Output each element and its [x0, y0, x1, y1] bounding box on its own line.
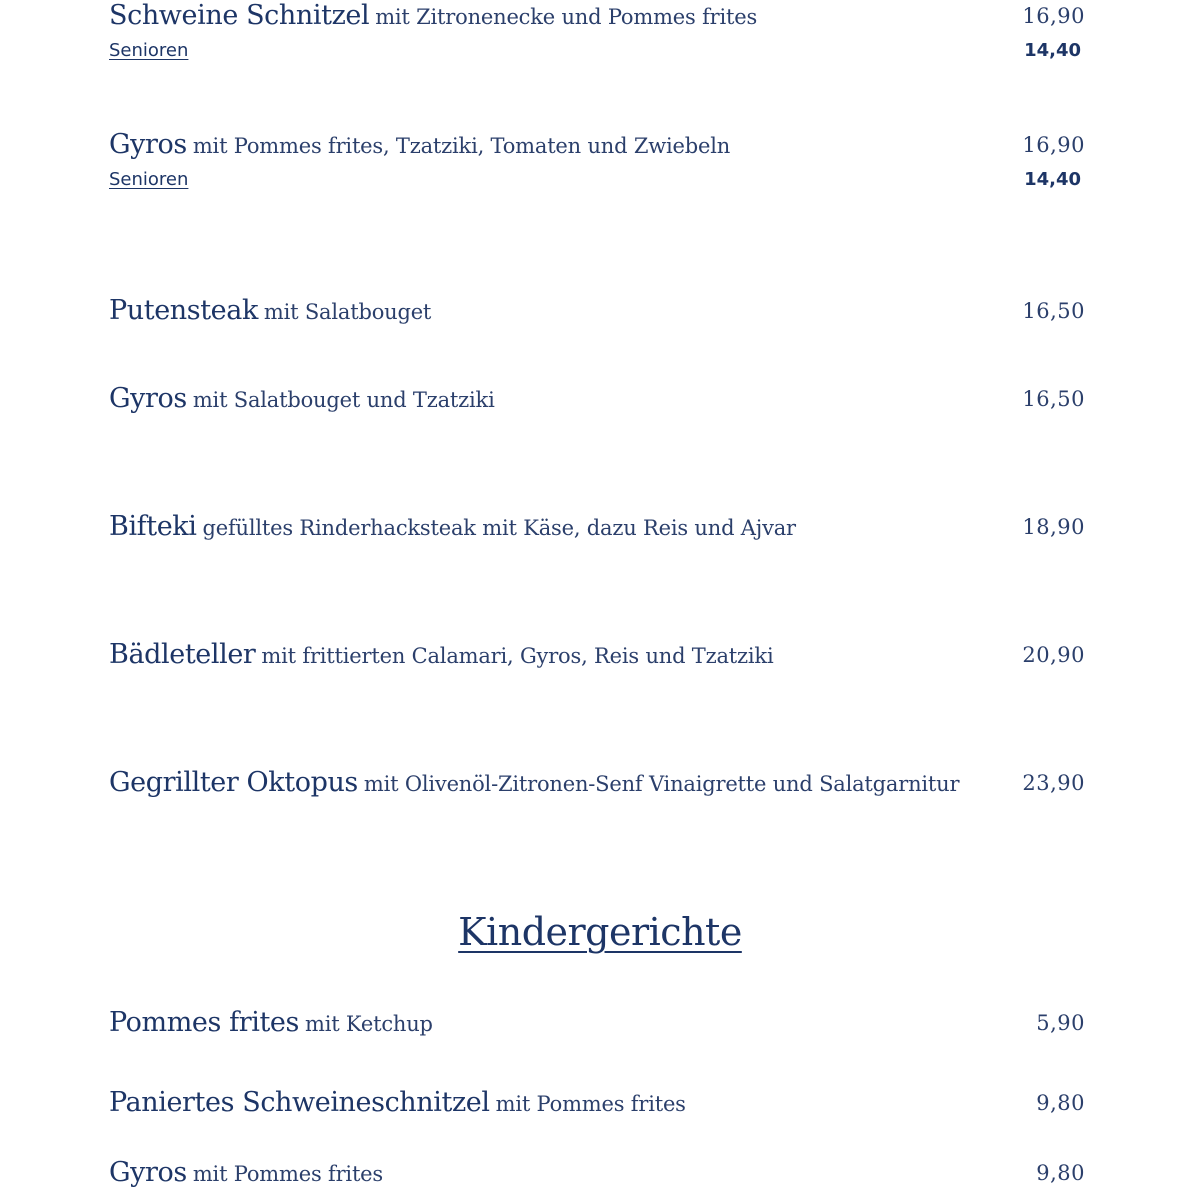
menu-item-gyros-pommes	[109, 129, 1085, 190]
menu-item-baedleteller	[109, 639, 1085, 679]
dish-name: Bifteki	[109, 511, 197, 542]
dish-name: Gyros	[109, 1157, 187, 1188]
kids-item-gyros	[109, 1157, 1085, 1197]
dish-name: Paniertes Schweineschnitzel	[109, 1087, 490, 1118]
senior-price: 14,40	[1024, 40, 1081, 61]
dish-description: mit Olivenöl-Zitronen-Senf Vinaigrette und Salatgarnitur	[363, 772, 960, 796]
dish-price: 16,50	[1022, 387, 1085, 411]
section-title-text: Kindergerichte	[458, 910, 742, 954]
menu-item-gyros-salat	[109, 383, 1085, 423]
dish-price: 20,90	[1022, 643, 1085, 667]
dish-description: mit frittierten Calamari, Gyros, Reis und Tzatziki	[261, 644, 774, 668]
menu-item-oktopus	[109, 767, 1085, 807]
dish-description: mit Pommes frites, Tzatziki, Tomaten und Zwiebeln	[192, 134, 731, 158]
menu-item-putensteak	[109, 295, 1085, 335]
dish-description: gefülltes Rinderhacksteak mit Käse, dazu Reis und Ajvar	[202, 516, 796, 540]
dish-description: mit Zitronenecke und Pommes frites	[375, 5, 758, 29]
dish-name: Gyros	[109, 383, 187, 414]
dish-name: Gegrillter Oktopus	[109, 767, 358, 798]
dish-name: Schweine Schnitzel	[109, 0, 370, 31]
dish-name: Pommes frites	[109, 1007, 299, 1038]
dish-price: 23,90	[1022, 771, 1085, 795]
dish-price: 9,80	[1036, 1161, 1085, 1185]
senior-price: 14,40	[1024, 169, 1081, 190]
kids-item-schnitzel	[109, 1087, 1085, 1127]
dish-price: 16,90	[1022, 4, 1085, 28]
dish-price: 16,50	[1022, 299, 1085, 323]
dish-description: mit Pommes frites	[192, 1162, 383, 1186]
dish-name: Putensteak	[109, 295, 258, 326]
dish-name: Bädleteller	[109, 639, 256, 670]
senior-label: Senioren	[109, 40, 189, 61]
dish-price: 18,90	[1022, 515, 1085, 539]
section-title-kids	[0, 910, 1200, 954]
senior-label: Senioren	[109, 169, 189, 190]
dish-price: 9,80	[1036, 1091, 1085, 1115]
menu-item-schweine-schnitzel	[109, 0, 1085, 61]
dish-description: mit Ketchup	[304, 1012, 433, 1036]
dish-price: 16,90	[1022, 133, 1085, 157]
senior-option	[109, 169, 1085, 197]
dish-price: 5,90	[1036, 1011, 1085, 1035]
kids-item-pommes	[109, 1007, 1085, 1047]
senior-option	[109, 40, 1085, 68]
dish-name: Gyros	[109, 129, 187, 160]
dish-description: mit Salatbouget und Tzatziki	[192, 388, 495, 412]
dish-description: mit Pommes frites	[495, 1092, 686, 1116]
dish-description: mit Salatbouget	[263, 300, 432, 324]
menu-item-bifteki	[109, 511, 1085, 551]
